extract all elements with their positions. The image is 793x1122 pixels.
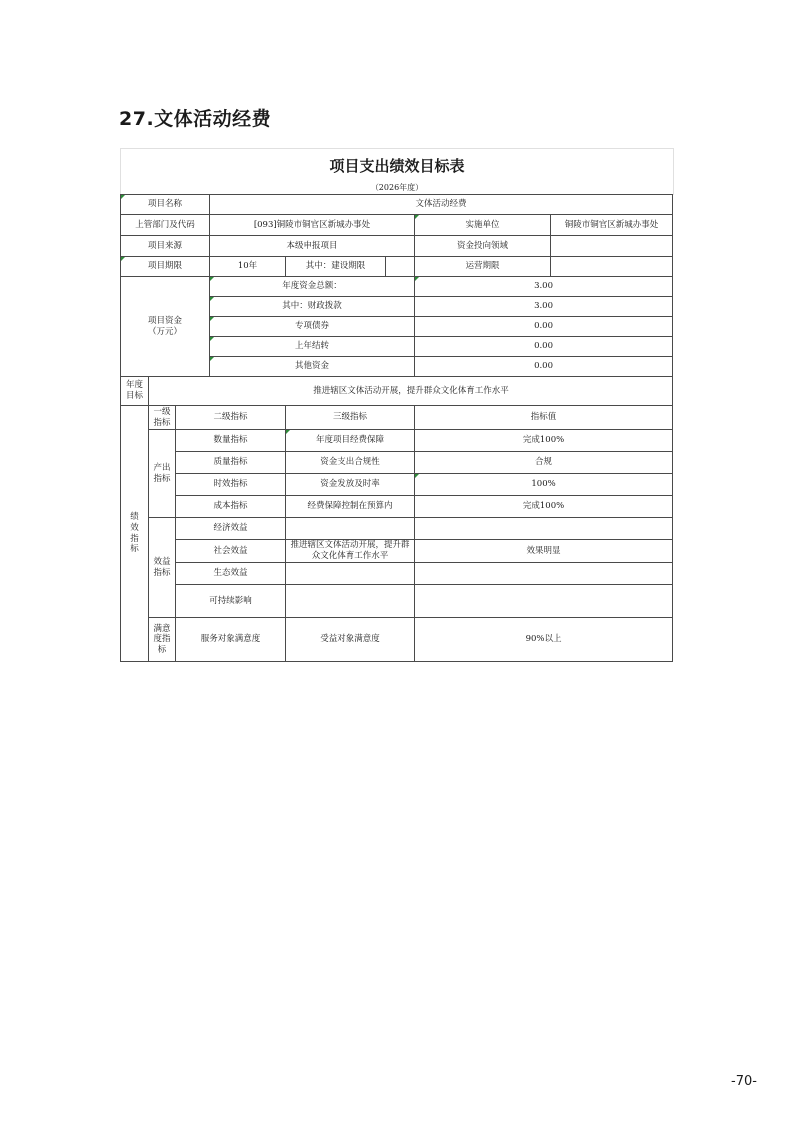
fund-direction-value (551, 236, 673, 257)
row-source (121, 236, 673, 257)
benefit-value (415, 518, 673, 540)
benefit-level3 (286, 563, 415, 585)
fund-carryover-value: 0.00 (415, 337, 673, 357)
satisfaction-value: 90%以上 (415, 618, 673, 662)
output-indicator-label: 产出 指标 (149, 430, 176, 518)
col-level1-header: 一级 指标 (149, 406, 176, 430)
benefit-level2: 生态效益 (176, 563, 286, 585)
output-level2: 成本指标 (176, 496, 286, 518)
satisfaction-level2: 服务对象满意度 (176, 618, 286, 662)
row-fund-total (121, 277, 673, 297)
build-period-value (386, 257, 415, 277)
ops-period-label: 运营期限 (415, 257, 551, 277)
output-value: 完成100% (415, 430, 673, 452)
source-label: 项目来源 (121, 236, 210, 257)
benefit-level2: 可持续影响 (176, 585, 286, 618)
fund-bonds-value: 0.00 (415, 317, 673, 337)
table-row (121, 496, 673, 518)
table-row (121, 518, 673, 540)
satisfaction-indicator-label: 满意 度指 标 (149, 618, 176, 662)
fund-other-value: 0.00 (415, 357, 673, 377)
output-level2: 数量指标 (176, 430, 286, 452)
department-value: [093]铜陵市铜官区新城办事处 (210, 215, 415, 236)
ops-period-value (551, 257, 673, 277)
fund-fiscal-value: 3.00 (415, 297, 673, 317)
row-project-name (121, 195, 673, 215)
row-indicator-header (121, 406, 673, 430)
benefit-indicator-label: 效益 指标 (149, 518, 176, 618)
col-value-header: 指标值 (415, 406, 673, 430)
source-value: 本级申报项目 (210, 236, 415, 257)
funds-label: 项目资金 （万元） (121, 277, 210, 377)
row-period (121, 257, 673, 277)
output-level3: 年度项目经费保障 (286, 430, 415, 452)
fund-total-label: 年度资金总额： (210, 277, 415, 297)
project-name-label: 项目名称 (121, 195, 210, 215)
fund-direction-label: 资金投向领域 (415, 236, 551, 257)
benefit-level2: 社会效益 (176, 540, 286, 563)
performance-target-table (120, 194, 673, 662)
fund-total-value: 3.00 (415, 277, 673, 297)
benefit-level3 (286, 518, 415, 540)
output-level2: 时效指标 (176, 474, 286, 496)
output-level3: 资金支出合规性 (286, 452, 415, 474)
table-title: 项目支出绩效目标表 (329, 157, 465, 175)
satisfaction-level3: 受益对象满意度 (286, 618, 415, 662)
output-level3: 资金发放及时率 (286, 474, 415, 496)
output-value: 完成100% (415, 496, 673, 518)
table-year: （2026年度） (370, 183, 424, 192)
output-level2: 质量指标 (176, 452, 286, 474)
build-period-label: 其中：建设期限 (286, 257, 386, 277)
table-row (121, 618, 673, 662)
output-level3: 经费保障控制在预算内 (286, 496, 415, 518)
benefit-value (415, 563, 673, 585)
period-value: 10年 (210, 257, 286, 277)
output-value: 合规 (415, 452, 673, 474)
fund-other-label: 其他资金 (210, 357, 415, 377)
exec-unit-value: 铜陵市铜官区新城办事处 (551, 215, 673, 236)
indicator-group-label: 绩 效 指 标 (121, 406, 149, 662)
col-level3-header: 三级指标 (286, 406, 415, 430)
table-row (121, 452, 673, 474)
annual-goal-label: 年度 目标 (121, 377, 149, 406)
table-row (121, 563, 673, 585)
section-heading: 27.文体活动经费 (119, 108, 272, 130)
page-number: -70- (731, 1074, 757, 1089)
row-annual-goal (121, 377, 673, 406)
project-name-value: 文体活动经费 (210, 195, 673, 215)
benefit-value: 效果明显 (415, 540, 673, 563)
annual-goal-value: 推进辖区文体活动开展，提升群众文化体育工作水平 (149, 377, 673, 406)
fund-fiscal-label: 其中：财政拨款 (210, 297, 415, 317)
period-label: 项目期限 (121, 257, 210, 277)
fund-carryover-label: 上年结转 (210, 337, 415, 357)
col-level2-header: 二级指标 (176, 406, 286, 430)
department-label: 上管部门及代码 (121, 215, 210, 236)
benefit-level3 (286, 585, 415, 618)
exec-unit-label: 实施单位 (415, 215, 551, 236)
benefit-value (415, 585, 673, 618)
table-row (121, 474, 673, 496)
sheet-header (120, 148, 674, 195)
table-row (121, 585, 673, 618)
benefit-level2: 经济效益 (176, 518, 286, 540)
table-row (121, 430, 673, 452)
row-department (121, 215, 673, 236)
fund-bonds-label: 专项债券 (210, 317, 415, 337)
table-row (121, 540, 673, 563)
output-value: 100% (415, 474, 673, 496)
benefit-level3: 推进辖区文体活动开展，提升群众文化体育工作水平 (286, 540, 415, 563)
